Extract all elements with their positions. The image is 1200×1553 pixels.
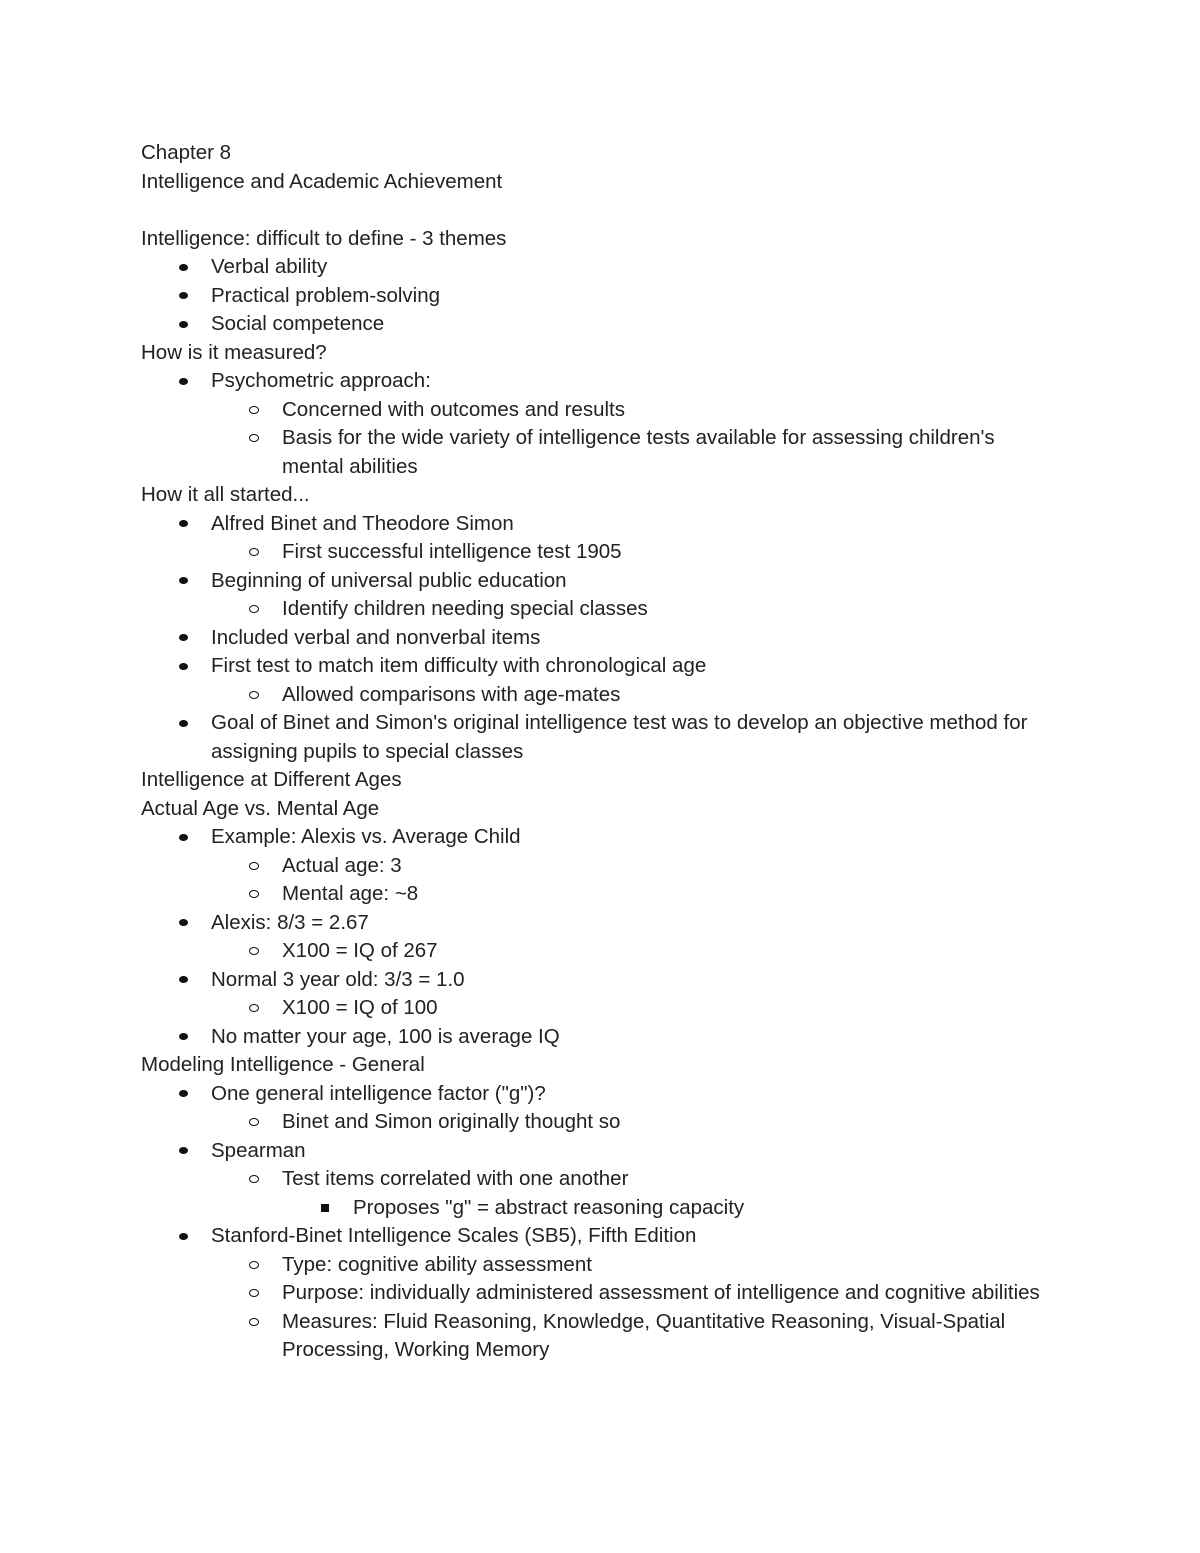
list-item (141, 852, 1061, 881)
list-item (141, 1080, 1061, 1109)
bullet-circle-icon (244, 1165, 264, 1194)
line-text: Social competence (211, 312, 385, 335)
line-text: Mental age: ~8 (282, 882, 419, 905)
bullet-circle-icon (244, 852, 264, 881)
line-text: First test to match item difficulty with chronological age (211, 654, 707, 677)
list-item (141, 538, 1061, 567)
list-item (141, 1023, 1061, 1052)
list-item (141, 880, 1061, 909)
line-text: Goal of Binet and Simon's original intelligence test was to develop an objective method for assigning pupils to special classes (211, 711, 1028, 763)
bullet-square-icon (315, 1194, 335, 1223)
chapter-title: Chapter 8 (141, 141, 232, 164)
line-text: Verbal ability (211, 255, 328, 278)
section-heading (141, 1051, 1061, 1080)
bullet-circle-icon (244, 595, 264, 624)
section-heading (141, 766, 1061, 795)
bullet-circle-icon (244, 424, 264, 453)
bullet-dot-icon (173, 624, 193, 653)
line-text: Alexis: 8/3 = 2.67 (211, 910, 369, 934)
bullet-dot-icon (173, 567, 193, 596)
list-item (141, 282, 1061, 311)
chapter-subtitle: Intelligence and Academic Achievement (141, 169, 503, 193)
list-item (141, 253, 1061, 282)
bullet-dot-icon (173, 367, 193, 396)
line-text: Basis for the wide variety of intelligence tests available for assessing children's mental abilities (282, 426, 995, 478)
line-text: Psychometric approach: (211, 369, 431, 392)
line-text: Actual age: 3 (282, 853, 402, 877)
line-text: Actual Age vs. Mental Age (141, 796, 380, 820)
list-item (141, 1194, 1061, 1223)
list-item (141, 709, 1061, 766)
line-text: Practical problem-solving (211, 283, 441, 307)
list-item (141, 823, 1061, 852)
line-text: Type: cognitive ability assessment (282, 1252, 592, 1276)
line-text: Alfred Binet and Theodore Simon (211, 511, 514, 535)
bullet-dot-icon (173, 909, 193, 938)
list-item (141, 367, 1061, 396)
line-text: X100 = IQ of 267 (282, 939, 438, 962)
bullet-circle-icon (244, 937, 264, 966)
bullet-dot-icon (173, 310, 193, 339)
bullet-circle-icon (244, 396, 264, 425)
section-heading (141, 225, 1061, 254)
bullet-circle-icon (244, 1279, 264, 1308)
list-item (141, 937, 1061, 966)
bullet-dot-icon (173, 1023, 193, 1052)
line-text: First successful intelligence test 1905 (282, 540, 622, 563)
bullet-circle-icon (244, 1108, 264, 1137)
bullet-dot-icon (173, 709, 193, 738)
line-text: No matter your age, 100 is average IQ (211, 1024, 560, 1048)
line-text: Stanford-Binet Intelligence Scales (SB5), Fifth Edition (211, 1224, 697, 1247)
line-text: Normal 3 year old: 3/3 = 1.0 (211, 967, 465, 991)
bullet-circle-icon (244, 538, 264, 567)
section-heading (141, 795, 1061, 824)
section-heading (141, 481, 1061, 510)
line-text: X100 = IQ of 100 (282, 996, 438, 1019)
line-text: Test items correlated with one another (282, 1167, 629, 1190)
list-item (141, 681, 1061, 710)
bullet-dot-icon (173, 652, 193, 681)
bullet-dot-icon (173, 1222, 193, 1251)
line-text: How is it measured? (141, 340, 327, 364)
line-text: Allowed comparisons with age-mates (282, 682, 621, 706)
line-text: Spearman (211, 1138, 306, 1162)
line-text: Modeling Intelligence - General (141, 1053, 425, 1076)
line-text: Example: Alexis vs. Average Child (211, 825, 521, 848)
bullet-dot-icon (173, 966, 193, 995)
list-item (141, 595, 1061, 624)
list-item (141, 1222, 1061, 1251)
list-item (141, 567, 1061, 596)
list-item (141, 1308, 1061, 1365)
list-item (141, 424, 1061, 481)
bullet-dot-icon (173, 1080, 193, 1109)
bullet-circle-icon (244, 994, 264, 1023)
line-text: Intelligence at Different Ages (141, 768, 402, 791)
bullet-circle-icon (244, 1251, 264, 1280)
list-item (141, 310, 1061, 339)
bullet-circle-icon (244, 681, 264, 710)
line-text: Binet and Simon originally thought so (282, 1110, 621, 1133)
list-item (141, 396, 1061, 425)
section-heading (141, 339, 1061, 368)
list-item (141, 1108, 1061, 1137)
document-page (141, 139, 1061, 1365)
list-item (141, 652, 1061, 681)
list-item (141, 994, 1061, 1023)
line-text: Identify children needing special classes (282, 597, 648, 620)
outline (141, 225, 1061, 1365)
line-text: How it all started... (141, 483, 310, 506)
list-item (141, 510, 1061, 539)
bullet-dot-icon (173, 510, 193, 539)
bullet-dot-icon (173, 823, 193, 852)
list-item (141, 1279, 1061, 1308)
line-text: Purpose: individually administered assessment of intelligence and cognitive abilities (282, 1281, 1040, 1304)
line-text: Intelligence: difficult to define - 3 themes (141, 226, 507, 250)
line-text: Concerned with outcomes and results (282, 397, 625, 421)
line-text: Included verbal and nonverbal items (211, 625, 541, 649)
bullet-dot-icon (173, 1137, 193, 1166)
line-text: One general intelligence factor ("g")? (211, 1081, 546, 1105)
line-text: Proposes "g" = abstract reasoning capacity (353, 1195, 745, 1219)
list-item (141, 624, 1061, 653)
blank-line (141, 196, 1061, 225)
list-item (141, 966, 1061, 995)
line-text: Beginning of universal public education (211, 568, 567, 592)
bullet-dot-icon (173, 253, 193, 282)
list-item (141, 1251, 1061, 1280)
bullet-circle-icon (244, 1308, 264, 1337)
list-item (141, 1137, 1061, 1166)
list-item (141, 1165, 1061, 1194)
bullet-dot-icon (173, 282, 193, 311)
bullet-circle-icon (244, 880, 264, 909)
line-text: Measures: Fluid Reasoning, Knowledge, Quantitative Reasoning, Visual-Spatial Processing, Working Memory (282, 1309, 1006, 1361)
list-item (141, 909, 1061, 938)
